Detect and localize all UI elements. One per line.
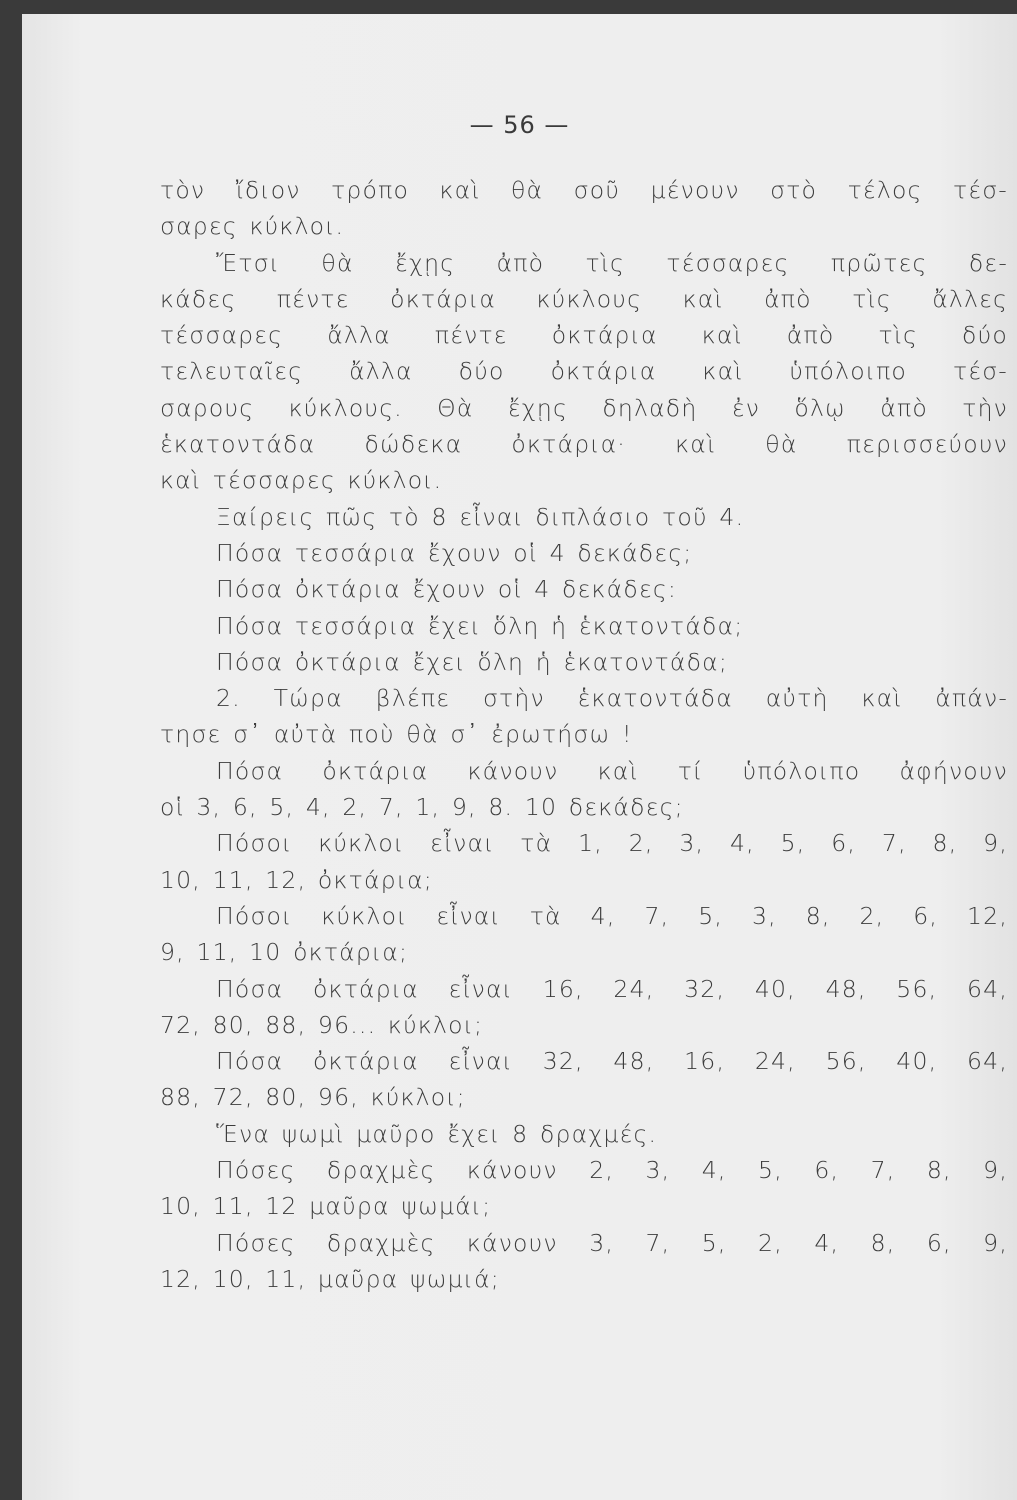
statement-line: Ἕνα ψωμὶ μαῦρο ἔχει 8 δραχμές.	[216, 1119, 658, 1148]
question-line: Πόσα ὀκτάρια εἶναι 32, 48, 16, 24, 56, 40, 64,	[216, 1047, 1008, 1076]
body-text	[160, 172, 1008, 1297]
question-line: Πόσα τεσσάρια ἔχει ὅλη ἡ ἑκατοντάδα;	[216, 611, 744, 640]
text-line: 9, 11, 10 ὀκτάρια;	[160, 938, 409, 967]
page-number: — 56 —	[469, 111, 570, 139]
question-line: Πόσα ὀκτάρια ἔχουν οἱ 4 δεκάδες:	[216, 575, 677, 604]
text-line: 10, 11, 12 μαῦρα ψωμάι;	[160, 1192, 492, 1221]
question-line: Πόσα ὀκτάρια κάνουν καὶ τί ὑπόλοιπο ἀφήνουν	[216, 756, 1008, 785]
question-line: Πόσες δραχμὲς κάνουν 3, 7, 5, 2, 4, 8, 6, 9,	[216, 1228, 1008, 1257]
question-line: Πόσες δραχμὲς κάνουν 2, 3, 4, 5, 6, 7, 8, 9,	[216, 1156, 1008, 1185]
book-page	[22, 14, 1017, 1500]
text-line: ἑκατοντάδα δώδεκα ὀκτάρια· καὶ θὰ περισσεύουν	[160, 430, 1008, 459]
text-line: τελευταῖες ἄλλα δύο ὀκτάρια καὶ ὑπόλοιπο τέσ-	[160, 357, 1008, 386]
question-line: Πόσοι κύκλοι εἶναι τὰ 1, 2, 3, 4, 5, 6, 7, 8, 9,	[216, 829, 1008, 858]
question-line: Πόσοι κύκλοι εἶναι τὰ 4, 7, 5, 3, 8, 2, 6, 12,	[216, 901, 1008, 930]
paragraph-start-line: Ἔτσι θὰ ἔχῃς ἀπὸ τὶς τέσσαρες πρῶτες δε-	[216, 248, 1008, 277]
text-line: 12, 10, 11, μαῦρα ψωμιά;	[160, 1264, 500, 1293]
text-line: 88, 72, 80, 96, κύκλοι;	[160, 1083, 466, 1112]
question-line: Πόσα τεσσάρια ἔχουν οἱ 4 δεκάδες;	[216, 538, 693, 567]
text-line: τέσσαρες ἄλλα πέντε ὀκτάρια καὶ ἀπὸ τὶς δύο	[160, 321, 1008, 350]
text-line: τησε σ᾽ αὐτὰ ποὺ θὰ σ᾽ ἐρωτήσω !	[160, 720, 633, 749]
question-line: Πόσα ὀκτάρια ἔχει ὅλη ἡ ἑκατοντάδα;	[216, 647, 728, 676]
text-line: καὶ τέσσαρες κύκλοι.	[160, 466, 443, 495]
text-line: σαρους κύκλους. Θὰ ἔχῃς δηλαδὴ ἐν ὅλῳ ἀπὸ τὴν	[160, 393, 1008, 422]
question-line: Ξαίρεις πῶς τὸ 8 εἶναι διπλάσιο τοῦ 4.	[216, 502, 745, 531]
text-line: οἱ 3, 6, 5, 4, 2, 7, 1, 9, 8. 10 δεκάδες;	[160, 793, 684, 822]
text-line: τὸν ἴδιον τρόπο καὶ θὰ σοῦ μένουν στὸ τέλος τέσ-	[160, 176, 1008, 204]
exercise-heading-line: 2. Τώρα βλέπε στὴν ἑκατοντάδα αὐτὴ καὶ ἀπάν-	[216, 684, 1008, 713]
text-line: 10, 11, 12, ὀκτάρια;	[160, 865, 433, 894]
text-line: σαρες κύκλοι.	[160, 212, 345, 241]
text-line: κάδες πέντε ὀκτάρια κύκλους καὶ ἀπὸ τὶς ἄλλες	[160, 284, 1008, 313]
text-line: 72, 80, 88, 96... κύκλοι;	[160, 1010, 484, 1039]
question-line: Πόσα ὀκτάρια εἶναι 16, 24, 32, 40, 48, 56, 64,	[216, 974, 1008, 1003]
